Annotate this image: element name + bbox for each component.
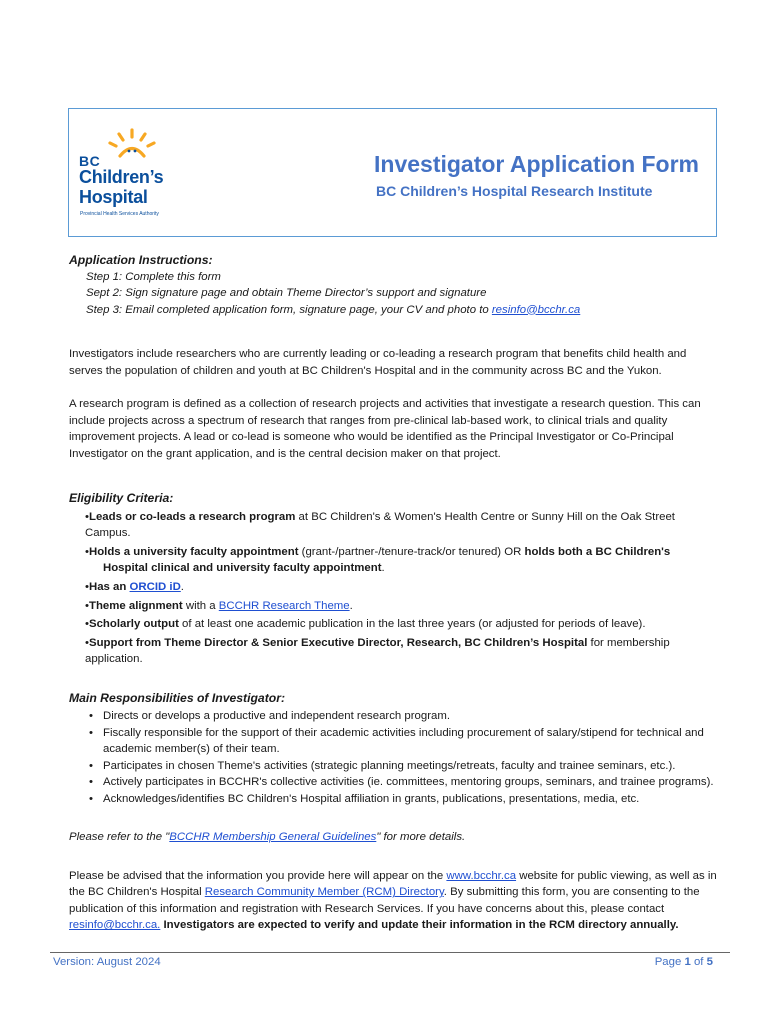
instructions-heading: Application Instructions: bbox=[69, 253, 213, 267]
responsibility-item: • Participates in chosen Theme's activities (strategic planning meetings/retreats, faculty and trainee seminars, etc.). bbox=[89, 758, 719, 775]
footer-divider bbox=[50, 952, 730, 953]
resinfo-email-link[interactable]: resinfo@bcchr.ca bbox=[491, 303, 581, 316]
eligibility-list bbox=[69, 509, 719, 668]
refer-guidelines: Please refer to the "BCCHR Membership General Guidelines" for more details. bbox=[69, 831, 466, 844]
advisory-paragraph: Please be advised that the information you provide here will appear on the www.bcchr.ca website for public viewing, as well as in the BC Children's Hospital Research Community Member (RCM) Directory. By submitting this form, you are consenting to the publication of this information and registration with Research Services. If you have concerns about this, please contact resinfo@bcchr.ca. Investigators are expected to verify and update their information in the RCM directory annually. bbox=[69, 869, 717, 932]
eligibility-item: •Theme alignment with a BCCHR Research Theme. bbox=[85, 599, 353, 612]
eligibility-item: •Holds a university faculty appointment (grant-/partner-/tenure-track/or tenured) OR holds both a BC Children's Hospital clinical and university faculty appointment. bbox=[85, 545, 671, 575]
header-box bbox=[68, 108, 717, 237]
responsibility-item: • Actively participates in BCCHR's collective activities (ie. committees, mentoring groups, seminars, and trainee programs). bbox=[89, 774, 719, 791]
eligibility-item: •Leads or co-leads a research program at BC Children's & Women's Health Centre or Sunny Hill on the Oak Street Campus. bbox=[85, 510, 675, 539]
responsibility-item: • Fiscally responsible for the support of their academic activities including procurement of salary/stipend for technical and academic member(s) of their team. bbox=[89, 725, 719, 758]
logo-bc-text: BC bbox=[79, 153, 101, 169]
step-2: Sept 2: Sign signature page and obtain Theme Director’s support and signature bbox=[86, 287, 487, 299]
eligibility-item: •Has an ORCID iD. bbox=[85, 580, 184, 593]
research-theme-link[interactable]: BCCHR Research Theme bbox=[218, 599, 350, 612]
orcid-link[interactable]: ORCID iD bbox=[129, 580, 181, 593]
step-3-text: Step 3: Email completed application form, signature page, your CV and photo to bbox=[86, 303, 492, 316]
responsibilities-heading: Main Responsibilities of Investigator: bbox=[69, 690, 286, 705]
page-number: Page 1 of 5 bbox=[654, 956, 713, 968]
responsibilities-list bbox=[69, 708, 719, 807]
sun-icon bbox=[107, 127, 157, 161]
footer-version: Version: August 2024 bbox=[53, 956, 161, 968]
step-3 bbox=[86, 302, 719, 319]
intro-paragraph-2: A research program is defined as a collection of research projects and activities that investigate a research question. This can include projects across a spectrum of research that ranges from pre-clinical lab-based work, to clinical trials and quality improvement projects. A lead or co-lead is someone who would be identified as the Principal Investigator or Co-Principal Investigator on the grant application, and is the central decision maker on that project. bbox=[69, 398, 701, 460]
membership-guidelines-link[interactable]: BCCHR Membership General Guidelines bbox=[169, 831, 377, 844]
logo-tagline: Provincial Health Services Authority bbox=[80, 211, 159, 217]
responsibility-item: • Acknowledges/identifies BC Children's Hospital affiliation in grants, publications, presentations, media, etc. bbox=[89, 791, 719, 808]
step-1: Step 1: Complete this form bbox=[86, 270, 221, 283]
responsibility-item: • Directs or develops a productive and independent research program. bbox=[89, 708, 719, 725]
document-body bbox=[69, 252, 719, 934]
rcm-directory-link[interactable]: Research Community Member (RCM) Directory bbox=[204, 886, 444, 899]
form-subtitle: BC Children’s Hospital Research Institute bbox=[376, 183, 653, 199]
contact-email-link[interactable]: resinfo@bcchr.ca. bbox=[69, 919, 161, 932]
intro-paragraph-1: Investigators include researchers who are currently leading or co-leading a research program that benefits child health and serves the population of children and youth at BC Children's Hospital and in the community across BC and the Yukon. bbox=[69, 348, 687, 377]
form-title: Investigator Application Form bbox=[374, 151, 700, 177]
eligibility-heading: Eligibility Criteria: bbox=[69, 491, 174, 505]
eligibility-item: •Scholarly output of at least one academic publication in the last three years (or adjusted for periods of leave). bbox=[85, 618, 646, 631]
logo-childrens-text: Children’s bbox=[79, 167, 164, 187]
instructions-steps bbox=[69, 269, 719, 319]
bc-childrens-hospital-logo bbox=[79, 125, 189, 217]
bcchr-website-link[interactable]: www.bcchr.ca bbox=[446, 869, 517, 882]
logo-hospital-text: Hospital bbox=[79, 187, 148, 207]
eligibility-item: •Support from Theme Director & Senior Executive Director, Research, BC Children’s Hospital for membership application. bbox=[85, 636, 670, 666]
